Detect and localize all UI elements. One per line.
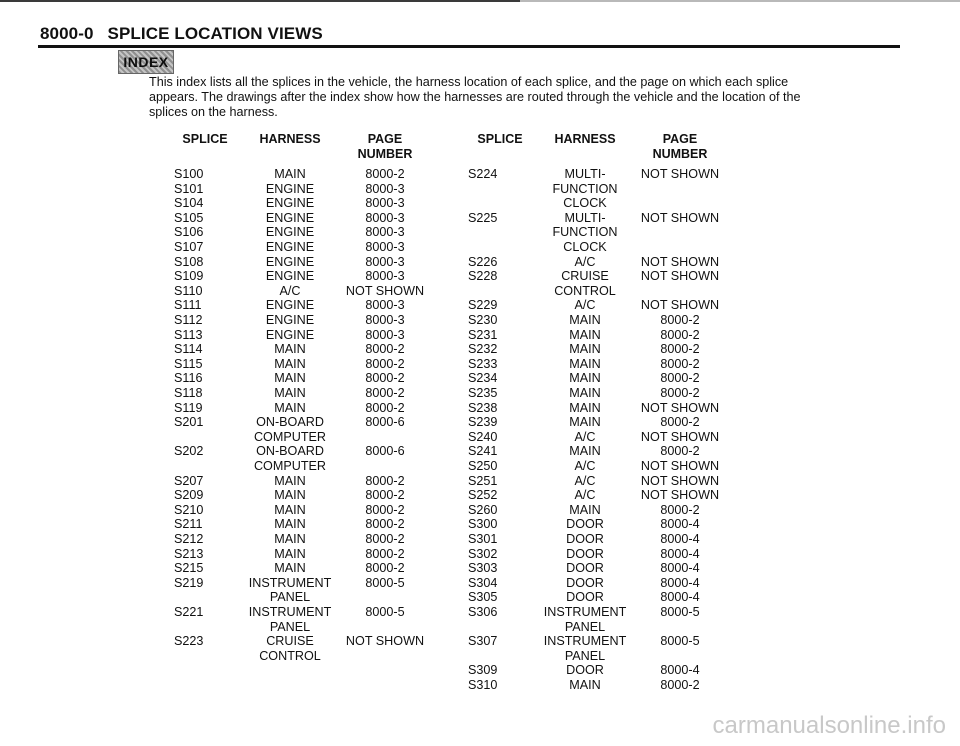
splice-id: S210	[174, 502, 204, 517]
harness-name: PANEL	[564, 619, 606, 634]
harness-name: CLOCK	[563, 196, 607, 211]
splice-id: S114	[174, 342, 203, 357]
harness-name: MAIN	[274, 356, 306, 371]
top-rule-faint	[520, 0, 960, 2]
page-number: 8000-3	[365, 269, 405, 284]
splice-id: S250	[468, 459, 498, 473]
page-number: NOT SHOWN	[640, 210, 720, 225]
harness-name: MAIN	[569, 313, 601, 327]
splice-id: S310	[468, 678, 498, 692]
splice-id: S213	[174, 546, 204, 561]
harness-name: MAIN	[569, 356, 601, 371]
harness-name: A/C	[574, 429, 596, 444]
right-harness-header	[545, 132, 625, 147]
harness-name: ENGINE	[265, 313, 315, 327]
harness-name: MAIN	[274, 473, 306, 488]
page-number: 8000-2	[365, 167, 405, 181]
harness-name: CONTROL	[554, 283, 616, 298]
splice-id: S239	[468, 415, 498, 430]
page-number: NOT SHOWN	[640, 488, 720, 503]
splice-id: S118	[174, 386, 203, 400]
harness-name: MAIN	[274, 517, 306, 532]
harness-name: INSTRUMENT	[543, 634, 627, 649]
page-number: 8000-3	[365, 313, 405, 327]
splice-id: S119	[174, 400, 203, 415]
splice-id: S303	[468, 561, 498, 576]
page-number: 8000-3	[365, 181, 405, 196]
page-number: NOT SHOWN	[640, 167, 720, 181]
harness-name: A/C	[279, 283, 301, 298]
splice-id: S116	[174, 371, 203, 386]
harness-name: CRUISE	[266, 634, 314, 649]
harness-name: MAIN	[274, 371, 306, 386]
splice-id: S238	[468, 400, 498, 415]
page-number: 8000-2	[365, 371, 405, 386]
page-number: 8000-4	[660, 575, 700, 590]
splice-id: S225	[468, 210, 498, 225]
splice-id: S223	[174, 634, 204, 649]
page-number: 8000-2	[660, 386, 700, 400]
page-number: 8000-3	[365, 196, 405, 211]
splice-id: S231	[468, 327, 498, 342]
page-number: 8000-2	[365, 400, 405, 415]
splice-id: S215	[174, 561, 204, 576]
page-number: NOT SHOWN	[640, 473, 720, 488]
harness-name: ENGINE	[265, 225, 315, 240]
page-title: SPLICE LOCATION VIEWS	[107, 24, 323, 43]
splice-id: S224	[468, 167, 498, 181]
harness-name: A/C	[574, 488, 596, 503]
harness-name: ENGINE	[265, 269, 315, 284]
harness-name: PANEL	[269, 590, 311, 605]
page-number: 8000-3	[365, 254, 405, 269]
splice-id: S104	[174, 196, 204, 211]
page-number: 8000-6	[365, 415, 405, 430]
page-number: 8000-5	[365, 605, 405, 619]
splice-id: S230	[468, 313, 498, 327]
page-number: 8000-3	[365, 298, 405, 313]
splice-id: S229	[468, 298, 498, 313]
splice-id: S234	[468, 371, 498, 386]
splice-id: S302	[468, 546, 498, 561]
page-number: NOT SHOWN	[640, 429, 720, 444]
harness-name: CONTROL	[259, 648, 321, 663]
harness-name: MAIN	[569, 400, 601, 415]
page-number: 8000-2	[365, 502, 405, 517]
harness-name: ENGINE	[265, 181, 315, 196]
page-number: 8000-3	[365, 327, 405, 342]
splice-id: S260	[468, 502, 498, 517]
left-page-header-line1: PAGE	[367, 132, 403, 146]
splice-id: S112	[174, 313, 203, 327]
right-splice-header	[465, 132, 535, 147]
harness-name: A/C	[574, 298, 596, 313]
harness-name: MAIN	[274, 386, 306, 400]
splice-id: S301	[468, 532, 498, 546]
splice-id: S232	[468, 342, 498, 357]
page-number: 8000-5	[660, 605, 700, 619]
splice-id: S209	[174, 488, 204, 503]
splice-id: S202	[174, 444, 204, 459]
left-harness-header-label: HARNESS	[259, 132, 321, 146]
page-number: NOT SHOWN	[345, 634, 425, 649]
harness-name: ON-BOARD	[256, 444, 324, 459]
harness-name: A/C	[574, 459, 596, 473]
splice-id: S241	[468, 444, 498, 459]
page-number: 8000-2	[660, 502, 700, 517]
harness-name: COMPUTER	[253, 429, 327, 444]
splice-id: S226	[468, 254, 498, 269]
splice-id: S221	[174, 605, 204, 619]
left-splice-header	[170, 132, 240, 147]
harness-name: ENGINE	[265, 327, 315, 342]
splice-id: S219	[174, 575, 204, 590]
harness-name: MAIN	[569, 371, 601, 386]
splice-id: S201	[174, 415, 204, 430]
page-number: 8000-2	[365, 561, 405, 576]
page-number: 8000-4	[660, 517, 700, 532]
harness-name: ENGINE	[265, 254, 315, 269]
page-number: 8000-2	[365, 488, 405, 503]
watermark: carmanualsonline.info	[712, 712, 946, 739]
splice-id: S101	[174, 181, 204, 196]
header-underline	[38, 45, 900, 48]
splice-id: S240	[468, 429, 498, 444]
harness-name: FUNCTION	[552, 181, 618, 196]
intro-paragraph: This index lists all the splices in the vehicle, the harness location of each splice, and the page on which each splice appears. The drawings after the index show how the harnesses are routed through the vehicle and the location of the splices on the harness.	[149, 75, 801, 120]
splice-id: S235	[468, 386, 498, 400]
index-tag	[118, 50, 174, 74]
right-page-header-line2: NUMBER	[652, 147, 708, 161]
right-page-header	[640, 132, 720, 162]
harness-name: MAIN	[274, 561, 306, 576]
harness-name: MAIN	[274, 546, 306, 561]
page-number: 8000-2	[365, 386, 405, 400]
page-number: NOT SHOWN	[640, 298, 720, 313]
splice-id: S110	[174, 283, 203, 298]
harness-name: MAIN	[569, 678, 601, 692]
page-number: NOT SHOWN	[640, 400, 720, 415]
harness-name: MAIN	[274, 342, 306, 357]
left-page-header	[345, 132, 425, 162]
harness-name: MAIN	[569, 444, 601, 459]
harness-name: PANEL	[269, 619, 311, 634]
harness-name: MAIN	[274, 167, 306, 181]
page-number: 8000-3	[365, 210, 405, 225]
harness-name: MAIN	[569, 502, 601, 517]
page-number: 8000-2	[365, 342, 405, 357]
page-number: 8000-3	[365, 225, 405, 240]
page-number: 8000-2	[660, 444, 700, 459]
page-number: 8000-5	[660, 634, 700, 649]
page-number: 8000-6	[365, 444, 405, 459]
harness-name: MAIN	[274, 488, 306, 503]
harness-name: MAIN	[274, 400, 306, 415]
splice-id: S252	[468, 488, 498, 503]
splice-id: S108	[174, 254, 204, 269]
harness-name: INSTRUMENT	[543, 605, 627, 619]
harness-name: FUNCTION	[552, 225, 618, 240]
page-number: 8000-2	[365, 532, 405, 546]
splice-id: S307	[468, 634, 498, 649]
harness-name: MAIN	[569, 415, 601, 430]
page-number: 8000-2	[660, 313, 700, 327]
splice-id: S233	[468, 356, 498, 371]
index-tag-label: INDEX	[123, 54, 169, 70]
harness-name: ENGINE	[265, 298, 315, 313]
splice-id: S305	[468, 590, 498, 605]
splice-id: S212	[174, 532, 204, 546]
harness-name: INSTRUMENT	[248, 605, 332, 619]
page-number: 8000-5	[365, 575, 405, 590]
harness-name: MAIN	[274, 532, 306, 546]
harness-name: COMPUTER	[253, 458, 327, 473]
harness-name: MULTI-	[564, 210, 606, 225]
splice-id: S207	[174, 473, 204, 488]
page-number: 8000-2	[660, 371, 700, 386]
page-number: 8000-4	[660, 532, 700, 546]
harness-name: PANEL	[564, 648, 606, 663]
harness-name: CLOCK	[563, 239, 607, 254]
page-number: 8000-4	[660, 546, 700, 561]
page-number: 8000-2	[365, 517, 405, 532]
section-number: 8000-0	[40, 24, 94, 43]
page-number: NOT SHOWN	[640, 269, 720, 284]
right-page-header-line1: PAGE	[662, 132, 698, 146]
page-number: 8000-3	[365, 240, 405, 254]
splice-id: S306	[468, 605, 498, 619]
splice-id: S211	[174, 517, 203, 532]
splice-id: S251	[468, 473, 498, 488]
harness-name: DOOR	[566, 575, 604, 590]
harness-name: MAIN	[274, 502, 306, 517]
splice-id: S105	[174, 210, 204, 225]
splice-id: S300	[468, 517, 498, 532]
harness-name: MAIN	[569, 327, 601, 342]
page-number: 8000-2	[660, 678, 700, 692]
page-number: NOT SHOWN	[345, 283, 425, 298]
harness-name: ON-BOARD	[256, 415, 324, 430]
left-harness-header	[250, 132, 330, 147]
harness-name: DOOR	[566, 590, 604, 605]
splice-id: S115	[174, 356, 203, 371]
right-harness-header-label: HARNESS	[554, 132, 616, 146]
splice-id: S111	[174, 298, 202, 313]
page-number: 8000-2	[660, 415, 700, 430]
harness-name: A/C	[574, 254, 596, 269]
harness-name: MAIN	[569, 386, 601, 400]
harness-name: CRUISE	[561, 269, 609, 284]
harness-name: DOOR	[566, 517, 604, 532]
page-number: 8000-2	[660, 342, 700, 357]
harness-name: DOOR	[566, 546, 604, 561]
page-number: 8000-2	[660, 356, 700, 371]
page-header	[40, 24, 323, 44]
page-number: 8000-4	[660, 663, 700, 678]
page-number: 8000-4	[660, 590, 700, 605]
page-number: 8000-2	[365, 546, 405, 561]
splice-id: S309	[468, 663, 498, 678]
splice-id: S109	[174, 269, 204, 284]
harness-name: DOOR	[566, 561, 604, 576]
page-number: 8000-4	[660, 561, 700, 576]
harness-name: DOOR	[566, 532, 604, 546]
harness-name: INSTRUMENT	[248, 575, 332, 590]
harness-name: MULTI-	[564, 167, 606, 181]
harness-name: A/C	[574, 473, 596, 488]
page-number: 8000-2	[365, 356, 405, 371]
left-splice-header-label: SPLICE	[182, 132, 228, 146]
splice-id: S113	[174, 327, 203, 342]
page-number: 8000-2	[660, 327, 700, 342]
left-page-header-line2: NUMBER	[357, 147, 413, 161]
harness-name: ENGINE	[265, 240, 315, 254]
page-number: 8000-2	[365, 473, 405, 488]
splice-id: S304	[468, 575, 498, 590]
page-number: NOT SHOWN	[640, 459, 720, 473]
harness-name: DOOR	[566, 663, 604, 678]
harness-name: MAIN	[569, 342, 601, 357]
splice-id: S106	[174, 225, 204, 240]
harness-name: ENGINE	[265, 196, 315, 211]
splice-id: S100	[174, 167, 204, 181]
splice-id: S107	[174, 240, 204, 254]
right-splice-header-label: SPLICE	[477, 132, 523, 146]
page-number: NOT SHOWN	[640, 254, 720, 269]
harness-name: ENGINE	[265, 210, 315, 225]
splice-id: S228	[468, 269, 498, 284]
